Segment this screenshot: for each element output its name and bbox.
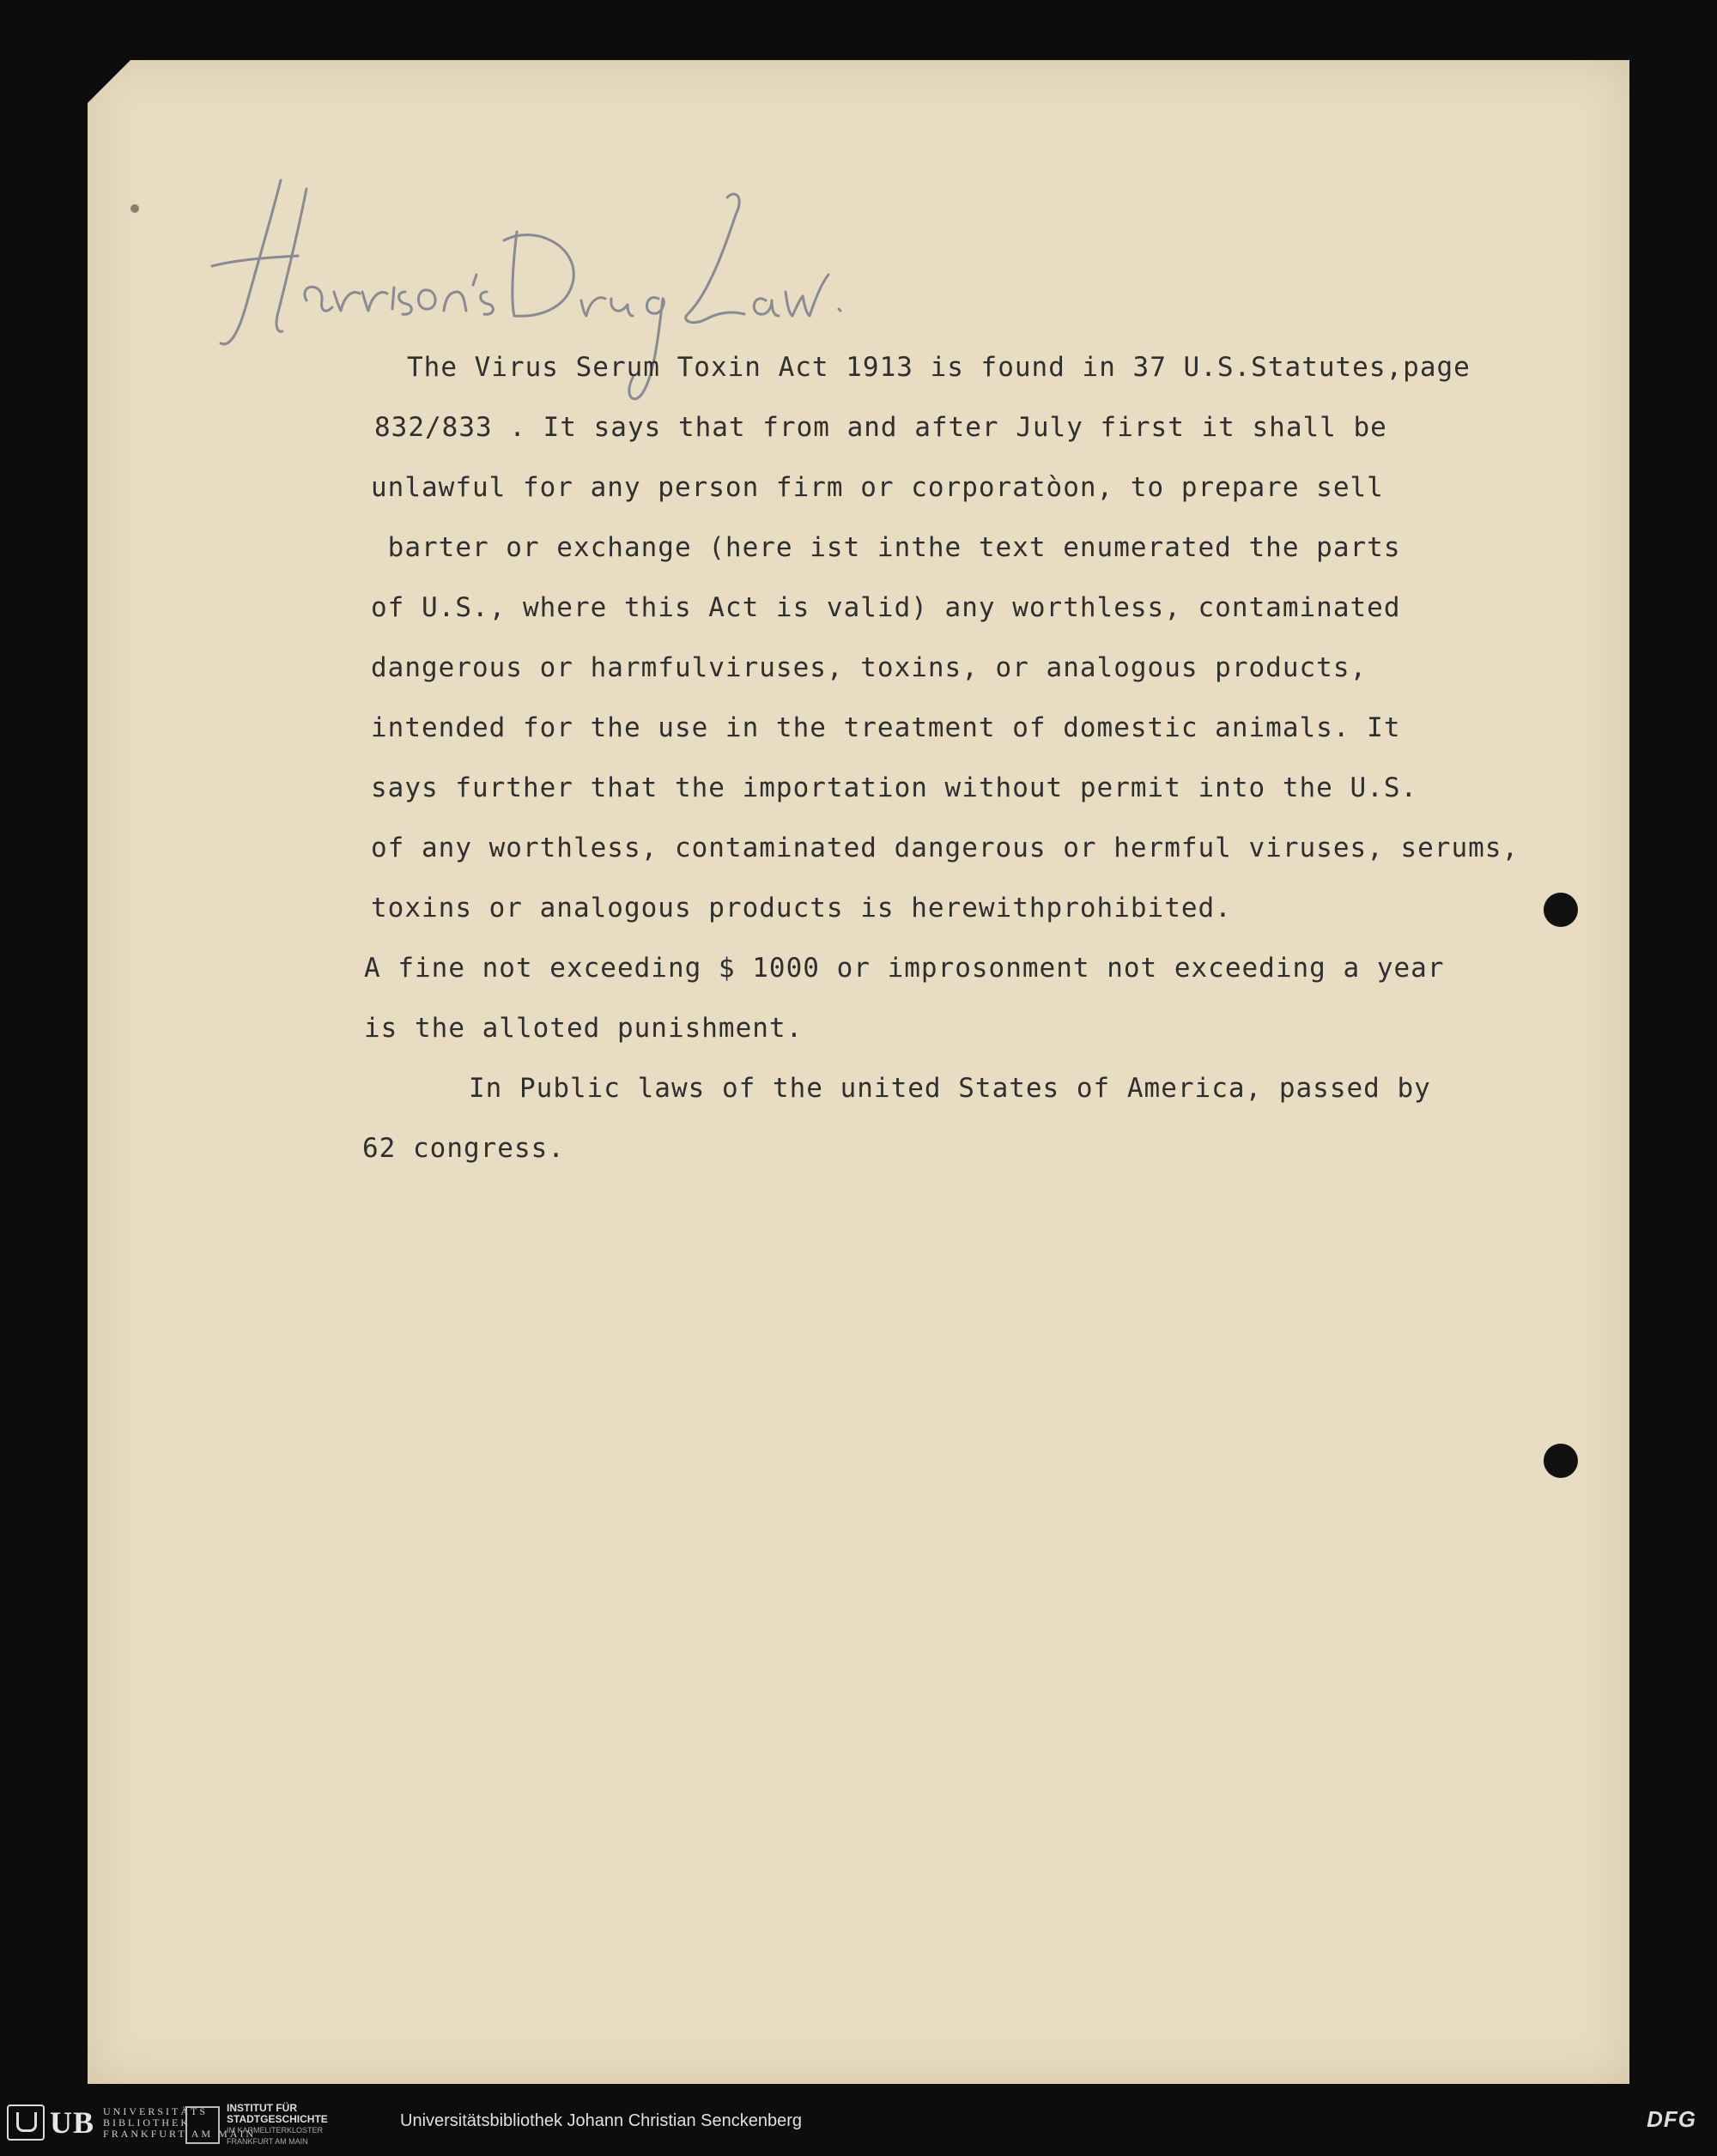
isg-logo-text: [227, 2103, 328, 2147]
ub-sub-line: UNIVERSITÄTS: [103, 2105, 209, 2117]
viewer-footer: [0, 2084, 1717, 2156]
text-line: The Virus Serum Toxin Act 1913 is found in 37 U.S.Statutes,page: [407, 352, 1471, 383]
punch-hole: [1544, 1444, 1578, 1478]
text-line: A fine not exceeding $ 1000 or improsonment not exceeding a year: [364, 953, 1445, 984]
isg-line: INSTITUT FÜR: [227, 2102, 297, 2114]
text-line: 62 congress.: [362, 1133, 565, 1164]
isg-line: STADTGESCHICHTE: [227, 2113, 328, 2125]
text-line: barter or exchange (here ist inthe text enumerated the parts: [371, 532, 1401, 563]
isg-logo[interactable]: [185, 2103, 328, 2147]
text-line: toxins or analogous products is herewithprohibited.: [371, 893, 1232, 924]
dfg-logo[interactable]: DFG: [1647, 2106, 1696, 2132]
text-line: In Public laws of the united States of America, passed by: [469, 1073, 1431, 1104]
text-line: says further that the importation without permit into the U.S.: [371, 772, 1418, 803]
ub-sub-line: FRANKFURT AM MAIN: [103, 2127, 257, 2140]
isg-line: IM KARMELITERKLOSTER: [227, 2126, 324, 2135]
text-line: of any worthless, contaminated dangerous or hermful viruses, serums,: [371, 833, 1520, 863]
ub-sub-line: BIBLIOTHEK: [103, 2116, 191, 2129]
document-page: [88, 60, 1629, 2084]
text-line: intended for the use in the treatment of domestic animals. It: [371, 712, 1401, 743]
ub-emblem-icon: [7, 2105, 45, 2141]
text-line: dangerous or harmfulviruses, toxins, or analogous products,: [371, 652, 1368, 683]
text-line: is the alloted punishment.: [364, 1013, 804, 1044]
isg-line: FRANKFURT AM MAIN: [227, 2137, 308, 2146]
text-line: unlawful for any person firm or corporatòon, to prepare sell: [371, 472, 1384, 503]
typed-body: [88, 60, 1629, 1176]
text-line: 832/833 . It says that from and after July first it shall be: [374, 412, 1387, 443]
ub-logo-text: UB: [50, 2105, 95, 2140]
institution-name: Universitätsbibliothek Johann Christian Senckenberg: [400, 2111, 803, 2130]
text-line: of U.S., where this Act is valid) any worthless, contaminated: [371, 592, 1401, 623]
isg-emblem-icon: [185, 2106, 220, 2144]
